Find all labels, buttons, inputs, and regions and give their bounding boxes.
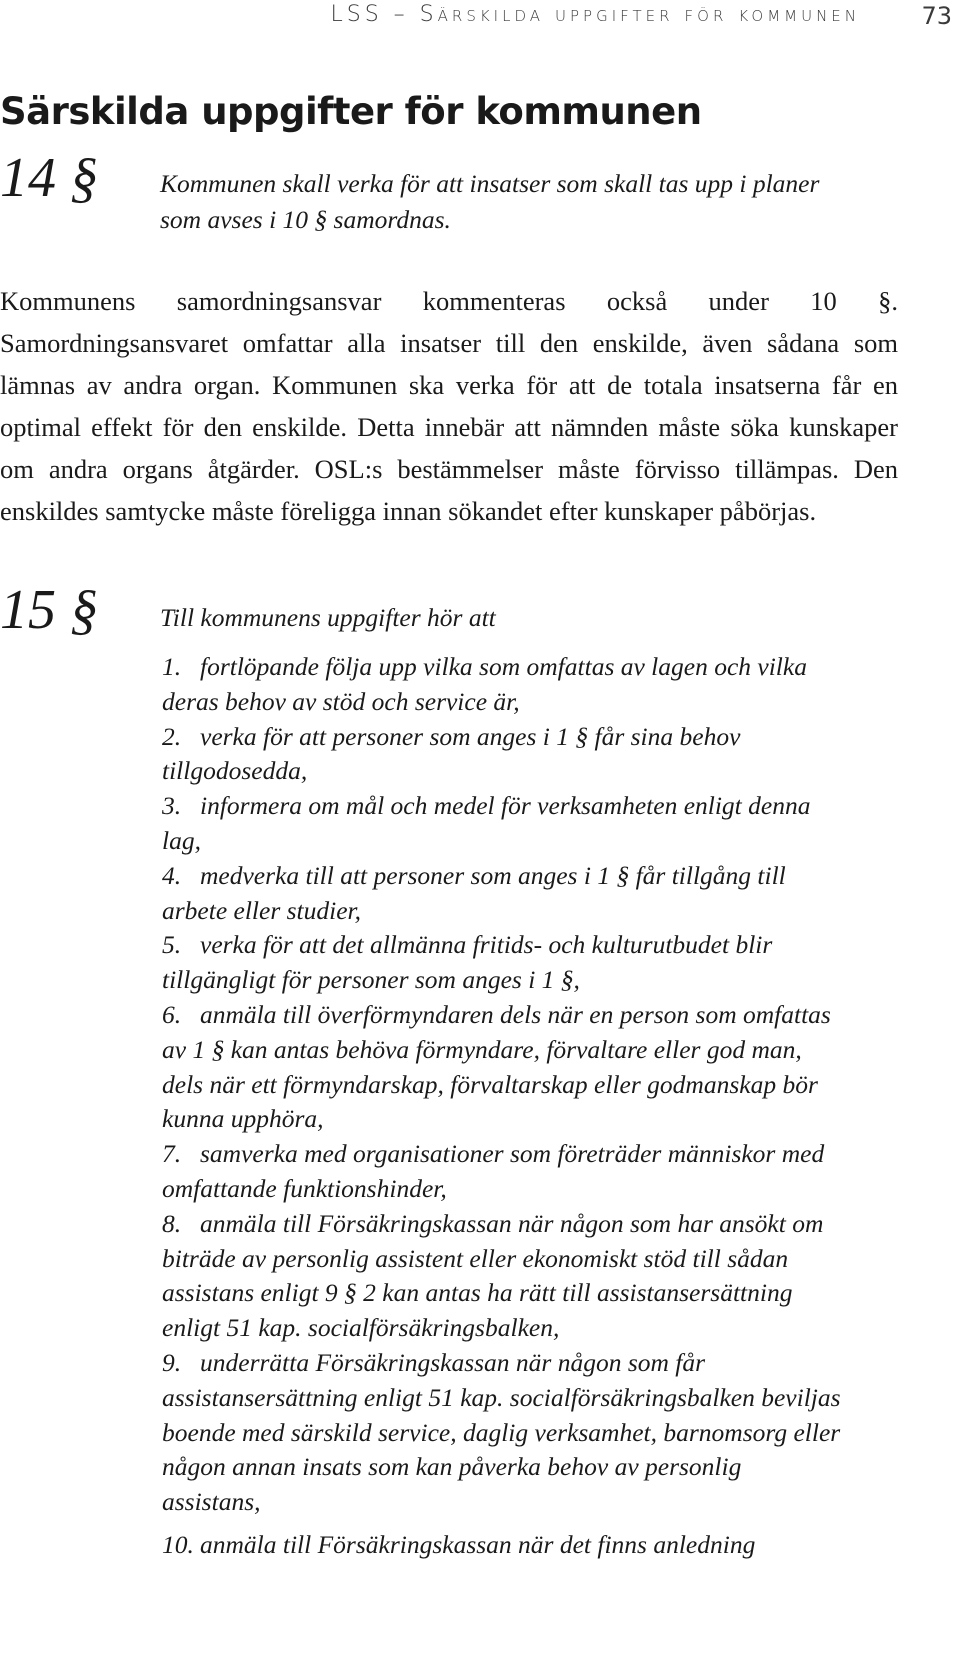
section-15-list: [162, 650, 842, 1563]
section-15-intro: Till kommunens uppgifter hör att: [160, 603, 496, 632]
running-title: LSS – Särskilda uppgifter för kommunen: [330, 2, 860, 27]
list-item: 4. medverka till att personer som anges i 1 § får tillgång till arbete eller studier,: [162, 860, 786, 925]
list-item: 8. anmäla till Försäkringskassan när någon som har ansökt om biträde av personlig assistent eller ekonomiskt stöd till sådan assistans enligt 9 § 2 kan antas ha rätt till assistansersättning enligt 51 kap. socialförsäkringsbalken,: [162, 1208, 824, 1343]
list-item: 3. informera om mål och medel för verksamheten enligt denna lag,: [162, 791, 811, 855]
list-item: 9. underrätta Försäkringskassan när någon som får assistansersättning enligt 51 kap. socialförsäkringsbalken beviljas boende med särskild service, daglig verksamhet, barnomsorg eller någon annan insats som kan påverka behov av personlig assistans,: [162, 1347, 841, 1517]
page-heading: Särskilda uppgifter för kommunen: [0, 90, 702, 133]
list-item: 7. samverka med organisationer som företräder människor med omfattande funktionshinder,: [162, 1139, 825, 1203]
list-item: 1. fortlöpande följa upp vilka som omfattas av lagen och vilka deras behov av stöd och service är,: [162, 652, 807, 716]
section-mark-15: 15 §: [0, 579, 98, 641]
list-item: 5. verka för att det allmänna fritids- och kulturutbudet blir tillgängligt för personer som anges i 1 §,: [162, 930, 773, 995]
section-14-text: Kommunen skall verka för att insatser som skall tas upp i planer som avses i 10 § samordnas.: [160, 169, 820, 234]
list-item: 6. anmäla till överförmyndaren dels när en person som omfattas av 1 § kan antas behöva förmyndare, förvaltare eller god man, dels när ett förmyndarskap, förvaltarskap eller godmanskap bör kunna upphöra,: [162, 999, 831, 1134]
list-item: 2. verka för att personer som anges i 1 § får sina behov tillgodosedda,: [162, 721, 741, 786]
commentary-paragraph: Kommunens samordningsansvar kommenteras också under 10 §. Samordningsansvaret omfattar alla insatser till den enskilde, även sådana som lämnas av andra organ. Kommunen ska verka för att de totala insatserna får en optimal effekt för den enskilde. Detta innebär att nämnden måste söka kunskaper om andra organs åtgärder. OSL:s bestämmelser måste förvisso tillämpas. Den enskildes samtycke måste föreligga innan sökandet efter kunskaper påbörjas.: [0, 286, 898, 526]
section-mark-14: 14 §: [0, 147, 98, 209]
running-head: [0, 0, 960, 34]
page-number: 73: [921, 2, 952, 30]
list-item: 10. anmäla till Försäkringskassan när det finns anledning: [162, 1529, 756, 1559]
